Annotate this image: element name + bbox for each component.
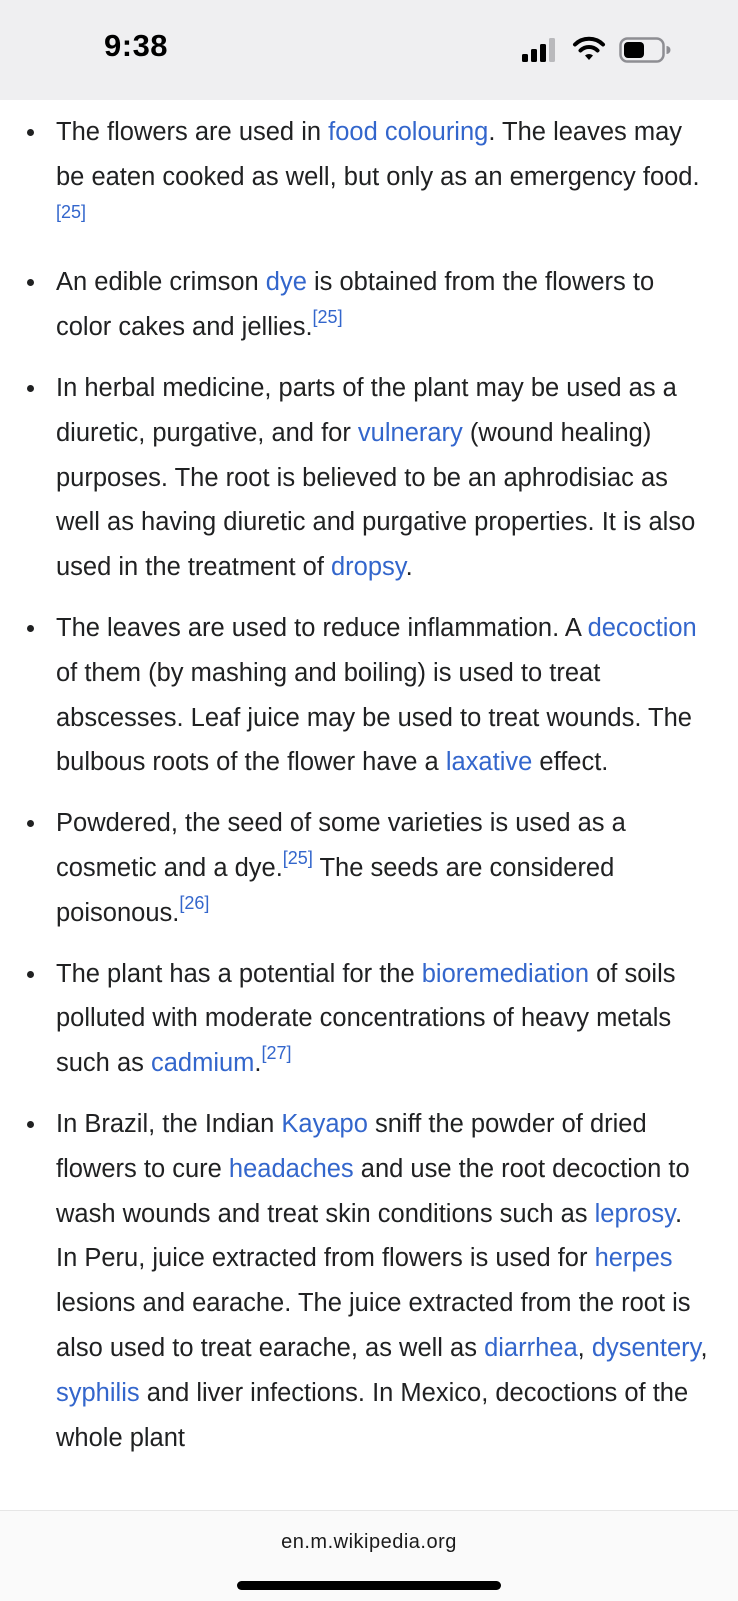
list-item (0, 110, 738, 244)
address-bar-url[interactable]: en.m.wikipedia.org (281, 1531, 457, 1553)
article-link[interactable]: laxative (445, 748, 533, 777)
article-link[interactable]: cadmium (150, 1049, 255, 1078)
body-text: . In Peru, juice extracted from flowers is used for (56, 1199, 683, 1273)
list-item (0, 801, 738, 935)
uses-list (0, 110, 738, 1476)
body-text: The seeds are considered poisonous. (56, 853, 615, 927)
body-text: The flowers are used in (56, 118, 329, 146)
article-link[interactable]: leprosy (594, 1199, 675, 1228)
body-text: and use the root decoction to wash wounds and treat skin conditions such as (56, 1154, 690, 1228)
list-item (0, 952, 738, 1086)
body-text: . The leaves may be eaten cooked as well, but only as an emergency food. (56, 118, 700, 191)
list-item (0, 366, 738, 590)
body-text: . (405, 553, 413, 582)
body-text: is obtained from the flowers to color cakes and jellies. (56, 268, 655, 342)
body-text: of soils polluted with moderate concentrations of heavy metals such as (56, 959, 676, 1078)
citation-ref[interactable]: [27] (261, 1043, 292, 1064)
battery-icon (619, 37, 671, 63)
article-link[interactable]: syphilis (56, 1378, 140, 1407)
body-text: An edible crimson (56, 268, 266, 297)
article-link[interactable]: vulnerary (357, 418, 463, 447)
body-text: of them (by mashing and boiling) is used to treat abscesses. Leaf juice may be used to treat wounds. The bulbous roots of the flower have a (56, 658, 692, 777)
body-text: . (254, 1049, 262, 1078)
article-link[interactable]: diarrhea (484, 1333, 578, 1362)
list-item (0, 1102, 738, 1460)
body-text: (wound healing) purposes. The root is believed to be an aphrodisiac as well as having diuretic and purgative properties. It is also used in the treatment of (56, 418, 696, 582)
body-text: , (577, 1333, 592, 1362)
browser-bottom-bar (0, 1510, 738, 1601)
body-text: lesions and earache. The juice extracted from the root is also used to treat earache, as well as (56, 1289, 691, 1362)
citation-ref[interactable]: [25] (312, 307, 343, 328)
article-link[interactable]: food colouring (328, 118, 489, 146)
body-text: Powdered, the seed of some varieties is used as a cosmetic and a dye. (56, 809, 626, 882)
article-link[interactable]: decoction (587, 613, 697, 642)
body-text: In Brazil, the Indian (56, 1109, 282, 1138)
body-text: and liver infections. In Mexico, decoctions of the whole plant (56, 1378, 689, 1452)
article-link[interactable]: dysentery (591, 1333, 701, 1362)
citation-ref[interactable]: [25] (282, 847, 313, 868)
body-text: , (700, 1333, 708, 1362)
article-link[interactable]: herpes (594, 1244, 673, 1273)
signal-icon (522, 38, 560, 62)
body-text: In herbal medicine, parts of the plant may be used as a diuretic, purgative, and for (56, 373, 677, 447)
article-link[interactable]: dropsy (331, 553, 406, 582)
body-text: effect. (532, 748, 609, 777)
article-link[interactable]: Kayapo (281, 1109, 368, 1138)
wifi-icon (572, 36, 606, 62)
citation-ref[interactable]: [26] (179, 892, 210, 913)
body-text: The plant has a potential for the (56, 959, 422, 988)
list-item (0, 260, 738, 350)
body-text: The leaves are used to reduce inflammation. A (56, 613, 588, 642)
article-content (0, 100, 738, 1510)
citation-ref[interactable]: [25] (56, 201, 87, 222)
status-time: 9:38 (104, 28, 169, 63)
status-bar (0, 0, 738, 100)
list-item (0, 606, 738, 785)
article-link[interactable]: dye (265, 268, 307, 297)
article-link[interactable]: headaches (228, 1154, 354, 1183)
home-indicator[interactable] (237, 1581, 501, 1590)
body-text: sniff the powder of dried flowers to cure (56, 1109, 647, 1183)
article-link[interactable]: bioremediation (421, 959, 590, 988)
